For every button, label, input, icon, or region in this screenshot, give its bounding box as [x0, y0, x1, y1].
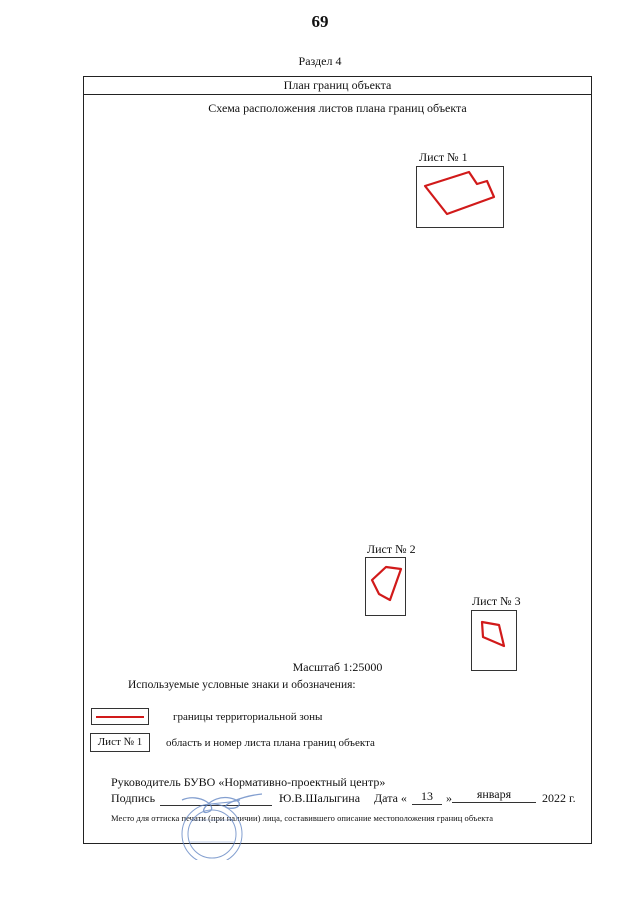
legend-boundary-text: границы территориальной зоны [173, 711, 323, 723]
sign-label: Подпись [111, 791, 156, 805]
date-year: 2022 г. [542, 791, 576, 805]
page-number: 69 [311, 12, 329, 31]
sheet-2-boundary-shape [366, 558, 405, 615]
date-day: 13 [412, 789, 442, 805]
plan-frame [83, 76, 592, 844]
date-month: января [452, 787, 536, 803]
signature-scribble-icon [170, 790, 280, 860]
scheme-title: Схема расположения листов плана границ объекта [208, 101, 467, 115]
signer-name: Ю.В.Шалыгина [279, 791, 361, 805]
sheet-1-box [416, 166, 504, 228]
red-boundary-line-icon [96, 716, 144, 718]
section-label: Раздел 4 [298, 54, 342, 68]
plan-title: План границ объекта [83, 76, 592, 95]
legend-sheet-symbol: Лист № 1 [90, 733, 150, 752]
sheet-2-label: Лист № 2 [367, 542, 416, 556]
date-label: Дата « [374, 791, 407, 805]
seal-stamp-icon [170, 790, 280, 860]
stamp-note: Место для оттиска печати (при наличии) лица, составившего описание местоположения границ объекта [111, 813, 494, 823]
date-close-quote: » [446, 791, 452, 805]
director-line: Руководитель БУВО «Нормативно-проектный центр» [111, 775, 386, 789]
sheet-1-boundary-shape [417, 167, 503, 227]
legend-boundary-symbol [91, 708, 149, 725]
legend-sheet-text: область и номер листа плана границ объекта [166, 737, 375, 749]
sheet-1-label: Лист № 1 [419, 150, 468, 164]
scale-label: Масштаб 1:25000 [292, 660, 383, 674]
sheet-3-label: Лист № 3 [472, 594, 521, 608]
sheet-2-box [365, 557, 406, 616]
legend-title: Используемые условные знаки и обозначения: [128, 679, 356, 691]
